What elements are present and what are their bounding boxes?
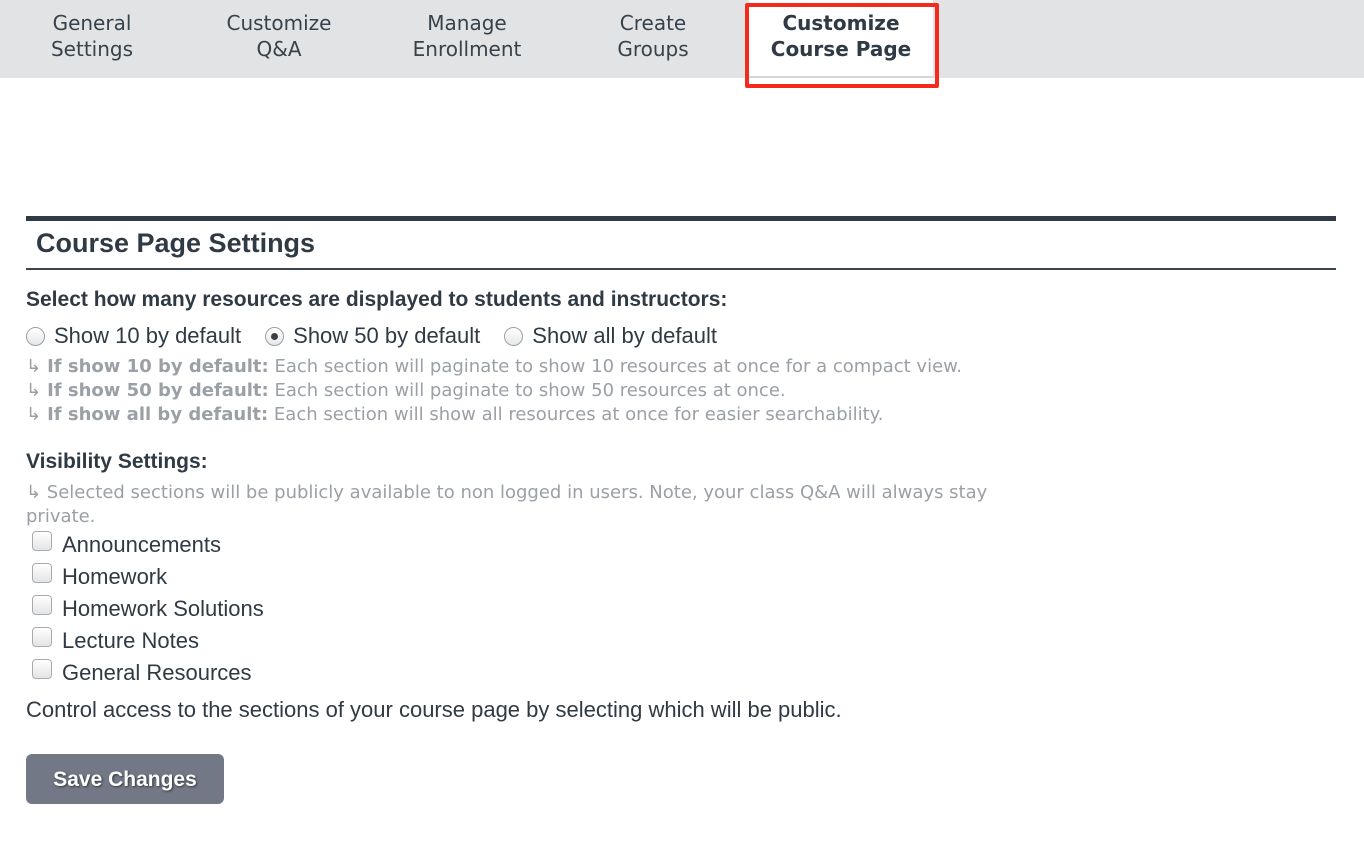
tab-customize-qa[interactable] bbox=[184, 0, 374, 78]
tab-manage-enrollment[interactable] bbox=[374, 0, 560, 78]
resources-radio-group bbox=[26, 322, 741, 350]
checkbox[interactable] bbox=[32, 563, 52, 583]
section-top-rule bbox=[26, 216, 1336, 221]
visibility-hint: ↳ Selected sections will be publicly available to non logged in users. Note, your class Q&A will always stay private. bbox=[26, 482, 988, 527]
radio-button-selected[interactable] bbox=[265, 327, 284, 346]
checkbox[interactable] bbox=[32, 627, 52, 647]
hint-bold: If show 50 by default: bbox=[47, 380, 269, 401]
checkbox-label: General Resources bbox=[62, 660, 252, 685]
hint-show-10 bbox=[26, 356, 962, 377]
radio-button[interactable] bbox=[504, 327, 523, 346]
radio-show-50[interactable] bbox=[265, 323, 480, 349]
checkbox-announcements[interactable] bbox=[26, 530, 221, 560]
tab-customize-course-page[interactable] bbox=[749, 0, 933, 78]
tab-label-line2: Settings bbox=[50, 37, 134, 61]
tab-label-line2: Enrollment bbox=[412, 37, 522, 61]
tab-label-line1: Customize bbox=[226, 11, 332, 35]
checkbox-label: Lecture Notes bbox=[62, 628, 199, 653]
hint-text: Each section will show all resources at once for easier searchability. bbox=[273, 404, 884, 425]
tab-create-groups[interactable] bbox=[560, 0, 746, 78]
checkbox-label: Announcements bbox=[62, 532, 221, 557]
hint-bold: If show all by default: bbox=[47, 404, 269, 425]
radio-button[interactable] bbox=[26, 327, 45, 346]
checkbox[interactable] bbox=[32, 595, 52, 615]
radio-show-10[interactable] bbox=[26, 323, 241, 349]
hint-text: Each section will paginate to show 50 resources at once. bbox=[274, 380, 786, 401]
tab-label-line2: Q&A bbox=[256, 37, 302, 61]
tab-label-line1: Create bbox=[619, 11, 687, 35]
hint-show-all bbox=[26, 404, 884, 425]
checkbox-homework[interactable] bbox=[26, 562, 167, 592]
checkbox-lecture-notes[interactable] bbox=[26, 626, 199, 656]
checkbox-label: Homework bbox=[62, 564, 168, 589]
tab-label-line1: Manage bbox=[427, 11, 507, 35]
return-arrow-icon: ↳ bbox=[26, 404, 42, 425]
checkbox-homework-solutions[interactable] bbox=[26, 594, 264, 624]
checkbox-general-resources[interactable] bbox=[26, 658, 252, 688]
radio-label: Show 50 by default bbox=[293, 323, 481, 348]
hint-show-50 bbox=[26, 380, 786, 401]
save-changes-button[interactable]: Save Changes bbox=[26, 754, 224, 804]
tab-label-line2: Groups bbox=[617, 37, 689, 61]
checkbox-label: Homework Solutions bbox=[62, 596, 264, 621]
hint-text: Each section will paginate to show 10 resources at once for a compact view. bbox=[274, 356, 962, 377]
return-arrow-icon: ↳ bbox=[26, 356, 42, 377]
radio-label: Show all by default bbox=[532, 323, 717, 348]
tab-label-line1: General bbox=[52, 11, 132, 35]
return-arrow-icon: ↳ bbox=[26, 380, 42, 401]
page-title: Course Page Settings bbox=[36, 228, 316, 258]
radio-label: Show 10 by default bbox=[54, 323, 242, 348]
hint-bold: If show 10 by default: bbox=[47, 356, 269, 377]
checkbox[interactable] bbox=[32, 531, 52, 551]
resources-display-label: Select how many resources are displayed to students and instructors: bbox=[26, 288, 728, 311]
checkbox[interactable] bbox=[32, 659, 52, 679]
tab-label-line1: Customize bbox=[782, 11, 900, 35]
control-access-text: Control access to the sections of your course page by selecting which will be public. bbox=[26, 697, 842, 722]
tab-bar bbox=[0, 0, 1364, 78]
tab-general-settings[interactable] bbox=[0, 0, 184, 78]
section-bottom-rule bbox=[26, 268, 1336, 270]
tab-label-line2: Course Page bbox=[770, 37, 912, 61]
radio-show-all[interactable] bbox=[504, 323, 717, 349]
visibility-settings-label: Visibility Settings: bbox=[26, 450, 208, 473]
